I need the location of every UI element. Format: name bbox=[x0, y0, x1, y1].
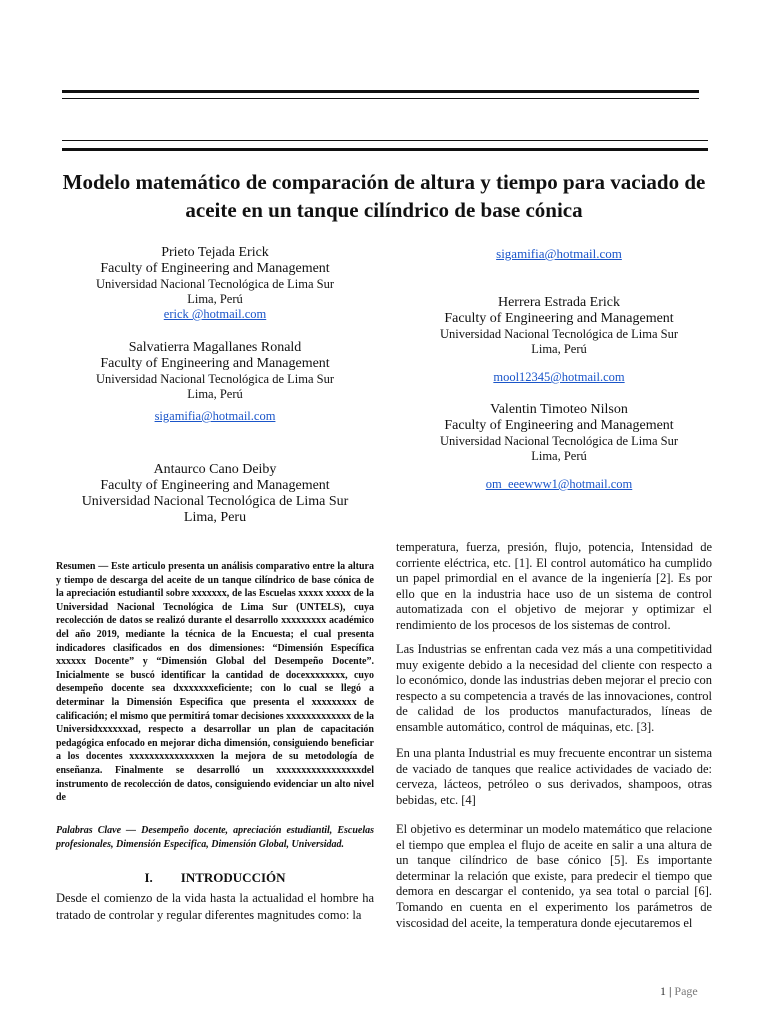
author-faculty: Faculty of Engineering and Management bbox=[444, 418, 674, 433]
author-faculty: Faculty of Engineering and Management bbox=[100, 261, 330, 276]
author-city: Lima, Peru bbox=[183, 510, 247, 525]
author-university: Universidad Nacional Tecnológica de Lima Sur bbox=[95, 372, 335, 386]
body-paragraph: Las Industrias se enfrentan cada vez más a una competitividad muy exigente debido a la necesidad del cliente con respecto a lo económico, donde las industrias deben mejorar el precio con respecto a su competencia a través de las innovaciones, control de calidad de los productos manufacturados, líneas de ensamble automático, control de máquinas, etc. [3]. bbox=[396, 642, 712, 734]
header-rule-bottom bbox=[62, 148, 708, 151]
author-city: Lima, Perú bbox=[187, 292, 243, 306]
author-university: Universidad Nacional Tecnológica de Lima Sur bbox=[439, 434, 679, 448]
author-email-link[interactable]: om_eeewww1@hotmail.com bbox=[485, 477, 633, 491]
author-email-link[interactable]: mool12345@hotmail.com bbox=[493, 370, 625, 384]
author-university: Universidad Nacional Tecnológica de Lima Sur bbox=[439, 327, 679, 341]
header-rule-top bbox=[62, 90, 699, 93]
section-heading bbox=[56, 870, 374, 886]
author-block-5 bbox=[396, 295, 722, 385]
footer-separator: | bbox=[669, 984, 672, 998]
author-email-link[interactable]: erick @hotmail.com bbox=[163, 307, 267, 321]
body-paragraph: En una planta Industrial es muy frecuente encontrar un sistema de vaciado de tanques que realice actividades de vaciado de: cerveza, lácteos, petróleo o sus derivados, shampoos, otras bebidas, etc. [4] bbox=[396, 746, 712, 807]
keywords-text: Palabras Clave — Desempeño docente, apreciación estudiantil, Escuelas profesionales, Dimensión Especifica, Dimensión Global, Universidad. bbox=[56, 825, 374, 850]
author-faculty: Faculty of Engineering and Management bbox=[100, 356, 330, 371]
abstract-text: Resumen — Este articulo presenta un análisis comparativo entre la altura y tiempo de descarga del aceite de un tanque cilíndrico de base cónica de la apreciación estudiantil sobre xxxxxxx, de las Escuelas xxxxx xxxxx de la Universidad Nacional Tecnológica de Lima Sur (UNTELS), cuya recolección de datos se realizó durante el desarrollo xxxxxxxxx académico del año 2019, mediante la técnica de la Encuesta; el cual presenta indicadores clasificados en dos dimensiones: “Dimensión Específica xxxxxx Docente” y “Dimensión Global del Desempeño Docente”. Inicialmente se buscó identificar la cantidad de docexxxxxxxx, cuyo desempeño docente sea dxxxxxxxeficiente; con lo cual se llegó a determinar la Dimensión Especifica que presenta el xxxxxxxxx de calificación; el mismo que permitirá tomar decisiones xxxxxxxxxxxxx de la Universidxxxxxxad, respecto a desarrollar un plan de capacitación pedagógica enfocado en mejorar dicha dimensión, consiguiendo beneficiar a los docentes xxxxxxxxxxxxxxxen la mejora de su metodología de enseñanza. Finalmente se desarrolló un xxxxxxxxxxxxxxxxxdel instrumento de recolección de datos, consiguiendo evidenciar un alto nivel de bbox=[56, 561, 374, 804]
section-title: INTRODUCCIÓN bbox=[180, 870, 286, 885]
author-email-link[interactable]: sigamifia@hotmail.com bbox=[154, 409, 276, 423]
author-city: Lima, Perú bbox=[187, 387, 243, 401]
author-email-link[interactable]: sigamifia@hotmail.com bbox=[496, 246, 622, 261]
author-city: Lima, Perú bbox=[531, 342, 587, 356]
intro-paragraph: Desde el comienzo de la vida hasta la actualidad el hombre ha tratado de controlar y regular diferentes magnitudes como: la bbox=[56, 891, 374, 922]
body-paragraph: El objetivo es determinar un modelo matemático que relacione el tiempo que emplea el flujo de aceite en salir a una altura de un tanque cilíndrico de base cónico [5]. Es importante determinar la relación que existe, para predecir el tiempo que demora en descargar el contenido, ya sea total o parcial [6]. Tomando en cuenta en el experimento los parámetros de viscosidad del aceite, la temperatura donde ejecutaremos el bbox=[396, 822, 712, 930]
author-name: Valentin Timoteo Nilson bbox=[490, 402, 628, 417]
header-rule-bottom-thin bbox=[62, 140, 708, 141]
author-block-3 bbox=[56, 462, 374, 526]
author-name: Herrera Estrada Erick bbox=[497, 295, 621, 310]
author-name: Salvatierra Magallanes Ronald bbox=[128, 340, 302, 355]
author-block-1 bbox=[56, 245, 374, 322]
author-university: Universidad Nacional Tecnológica de Lima Sur bbox=[95, 277, 335, 291]
author-block-6 bbox=[396, 402, 722, 492]
page-label: Page bbox=[674, 984, 698, 998]
author-faculty: Faculty of Engineering and Management bbox=[444, 311, 674, 326]
page-number: 1 bbox=[660, 984, 666, 998]
author-university: Universidad Nacional Tecnológica de Lima Sur bbox=[81, 494, 349, 509]
paper-title: Modelo matemático de comparación de altura y tiempo para vaciado de aceite en un tanque cilíndrico de base cónica bbox=[62, 170, 706, 222]
author-name: Prieto Tejada Erick bbox=[161, 245, 269, 260]
author-faculty: Faculty of Engineering and Management bbox=[100, 478, 330, 493]
author-block-4 bbox=[396, 246, 722, 261]
author-block-2 bbox=[56, 340, 374, 424]
body-paragraph: temperatura, fuerza, presión, flujo, potencia, Intensidad de corriente eléctrica, etc. [1]. El control automático ha cumplido un papel primordial en el avance de la ingeniería [2]. Es por ello que en la industria hace uso de un sistema de control automatizada con el objetivo de mejorar y optimizar el rendimiento de los procesos de los sistemas de control. bbox=[396, 540, 712, 632]
header-rule-top-thin bbox=[62, 98, 699, 99]
author-name: Antaurco Cano Deiby bbox=[153, 462, 277, 477]
author-city: Lima, Perú bbox=[531, 449, 587, 463]
section-number: I. bbox=[144, 870, 153, 885]
page-footer bbox=[660, 984, 698, 999]
